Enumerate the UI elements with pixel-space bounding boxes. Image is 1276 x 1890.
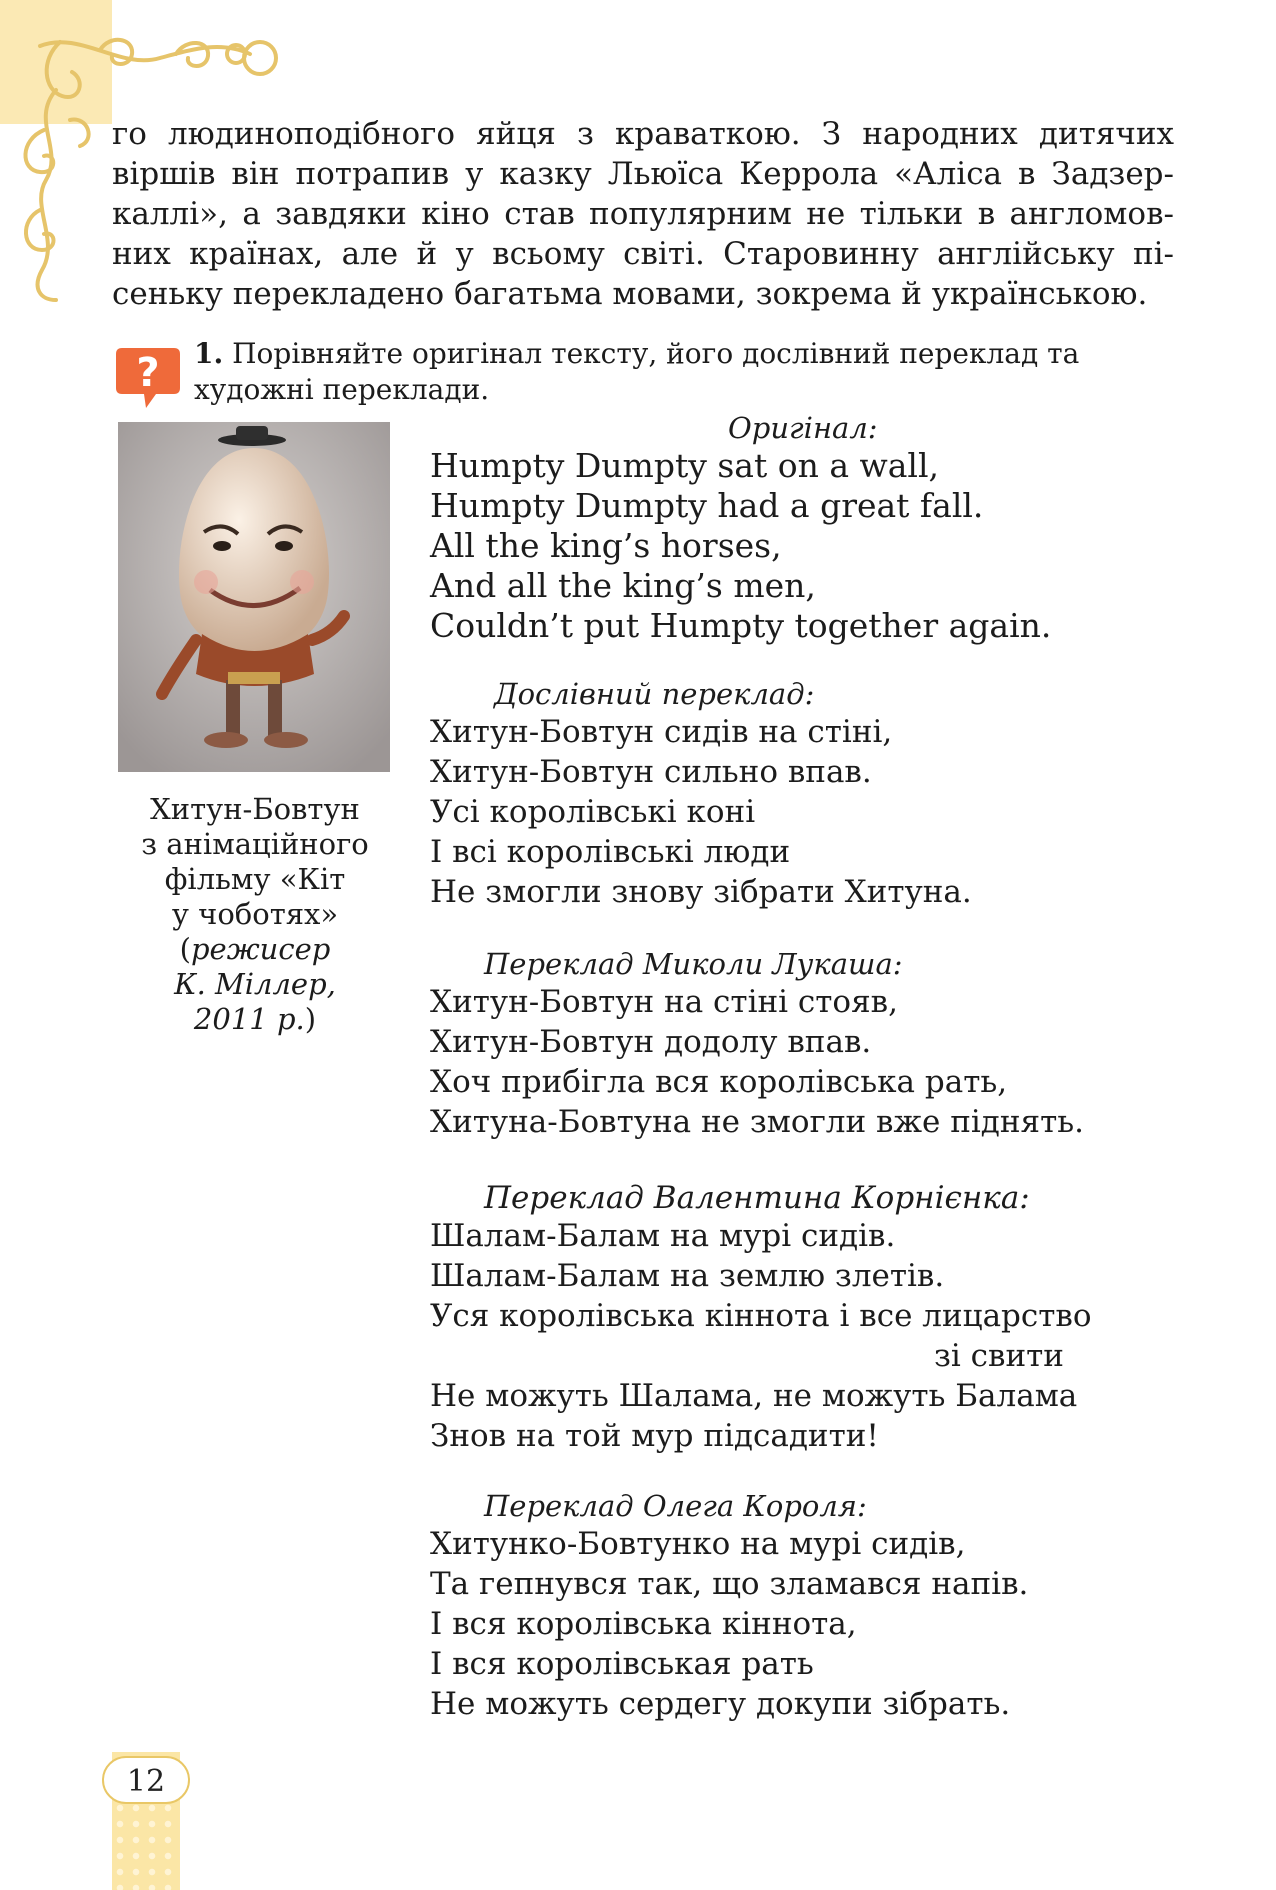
verse-line: І вся королівська кіннота, <box>430 1606 857 1642</box>
intro-line: сеньку перекладено багатьма мовами, зокрема й українською. <box>112 276 1148 312</box>
section-heading: Оригінал: <box>728 411 878 445</box>
verse-line: Хитунко-Бовтунко на мурі сидів, <box>430 1526 966 1562</box>
verse-line: Не змогли знову зібрати Хитуна. <box>430 874 972 910</box>
section-lukash-translation <box>430 946 1250 1142</box>
caption-year: 2011 р. <box>193 1002 305 1036</box>
caption-line: з анімаційного <box>141 827 369 861</box>
verse-line: Хитуна-Бовтуна не змогли вже піднять. <box>430 1104 1084 1140</box>
section-korol-translation <box>430 1488 1250 1724</box>
section-kornienko-translation <box>430 1180 1250 1456</box>
verse-line: Humpty Dumpty had a great fall. <box>430 486 984 525</box>
verse-line: Хитун-Бовтун сильно впав. <box>430 754 872 790</box>
verse-line: Знов на той мур підсадити! <box>430 1418 879 1454</box>
image-caption <box>112 792 398 1037</box>
section-original <box>430 410 1250 646</box>
page-number: 12 <box>102 1756 190 1804</box>
verse-line: Хитун-Бовтун сидів на стіні, <box>430 714 893 750</box>
verse-line: Усі королівські коні <box>430 794 756 830</box>
verse-line: Couldn’t put Humpty together again. <box>430 606 1052 645</box>
task-number: 1. <box>194 337 224 370</box>
verse-line: Не можуть сердегу докупи зібрать. <box>430 1686 1011 1722</box>
caption-paren: ) <box>304 1002 317 1036</box>
verse-line: Уся королівська кіннота і все лицарство <box>430 1298 1092 1334</box>
intro-line: них країнах, але й у всьому світі. Старовинну англійську пі- <box>112 236 1174 272</box>
humpty-dumpty-illustration <box>118 422 390 772</box>
verse-line: And all the king’s men, <box>430 566 816 605</box>
verse-line: Шалам-Балам на мурі сидів. <box>430 1218 896 1254</box>
intro-line: віршів він потрапив у казку Льюїса Керрола «Аліса в Задзер- <box>112 156 1174 192</box>
caption-line: Хитун-Бовтун <box>150 792 360 826</box>
verse-line: Та гепнувся так, що зламався напів. <box>430 1566 1029 1602</box>
verse-line: І всі королівські люди <box>430 834 791 870</box>
task-instruction: Порівняйте оригінал тексту, його дослівний переклад та художні переклади. <box>194 337 1080 406</box>
task-text <box>194 336 1180 408</box>
section-heading: Переклад Олега Короля: <box>484 1489 867 1523</box>
verse-line: Шалам-Балам на землю злетів. <box>430 1258 945 1294</box>
intro-paragraph <box>112 114 1174 314</box>
caption-director-name: К. Міллер, <box>174 967 336 1001</box>
section-literal-translation <box>430 676 1250 912</box>
verse-line-indent: зі свити <box>934 1338 1064 1374</box>
verse-line: Хоч прибігла вся королівська рать, <box>430 1064 1008 1100</box>
intro-line: каллі», а завдяки кіно став популярним не тільки в англомов- <box>112 196 1174 232</box>
verse-line: Не можуть Шалама, не можуть Балама <box>430 1378 1078 1414</box>
question-icon <box>112 342 184 412</box>
section-heading: Переклад Валентина Корнієнка: <box>484 1180 1030 1216</box>
caption-director-label: режисер <box>190 932 331 966</box>
verse-line: All the king’s horses, <box>430 526 782 565</box>
caption-line: у чоботях» <box>171 897 339 931</box>
section-heading: Переклад Миколи Лукаша: <box>484 947 903 981</box>
verse-line: Хитун-Бовтун на стіні стояв, <box>430 984 898 1020</box>
svg-text:?: ? <box>136 350 160 396</box>
section-heading: Дослівний переклад: <box>494 677 815 711</box>
caption-paren: ( <box>179 932 191 966</box>
verse-line: Humpty Dumpty sat on a wall, <box>430 446 940 485</box>
verse-line: Хитун-Бовтун додолу впав. <box>430 1024 872 1060</box>
intro-line: го людиноподібного яйця з краваткою. З народних дитячих <box>112 116 1174 152</box>
caption-line: фільму «Кіт <box>164 862 346 896</box>
verse-line-continuation <box>430 1336 1250 1376</box>
verse-line: І вся королівськая рать <box>430 1646 814 1682</box>
